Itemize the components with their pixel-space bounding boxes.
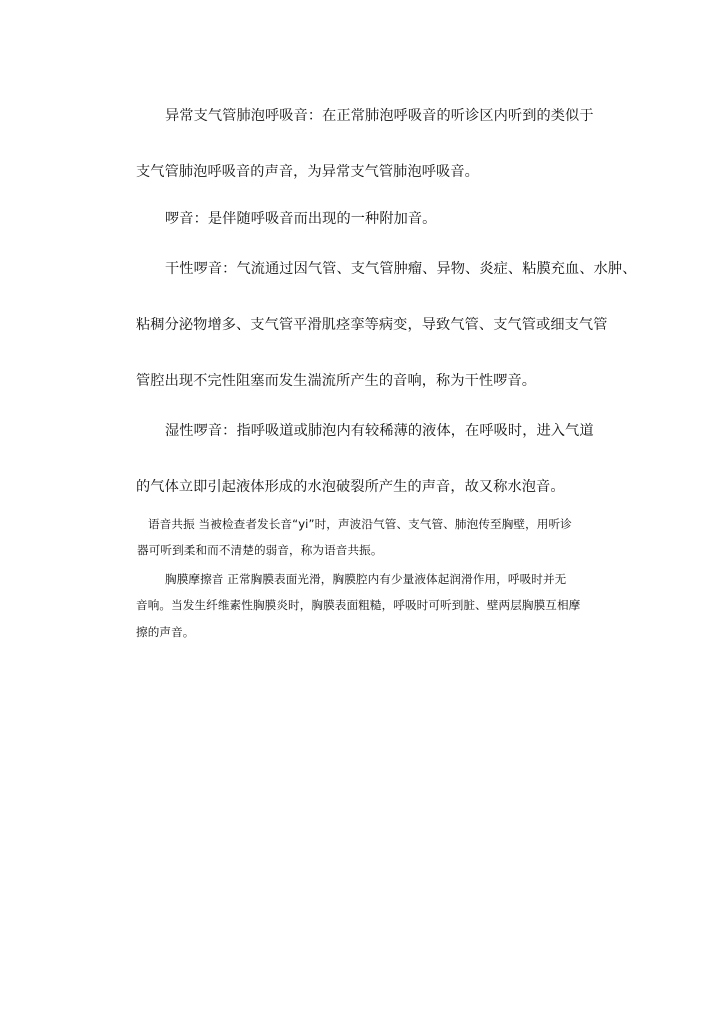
- dry-rales-line-2: 粘稠分泌物增多、支气管平滑肌痉挛等病变，导致气管、支气管或细支气管: [136, 317, 608, 333]
- vocal-resonance-line-2: 器可听到柔和而不清楚的弱音，称为语音共振。: [137, 543, 383, 557]
- pleural-friction-rub-line-1: 胸膜摩擦音 正常胸膜表面光滑，胸膜腔内有少量液体起润滑作用，呼吸时并无: [165, 572, 567, 586]
- vocal-resonance-line-1: 语音共振 当被检查者发长音“yi”时，声波沿气管、支气管、肺泡传至胸壁，用听诊: [148, 517, 572, 531]
- pleural-friction-rub-line-3: 擦的声音。: [136, 625, 195, 639]
- dry-rales-line-3: 管腔出现不完性阻塞而发生湍流所产生的音响，称为干性啰音。: [136, 373, 537, 389]
- rales-line-1: 啰音：是伴随呼吸音而出现的一种附加音。: [165, 211, 437, 227]
- moist-rales-line-2: 的气体立即引起液体形成的水泡破裂所产生的声音，故又称水泡音。: [136, 479, 565, 495]
- dry-rales-line-1: 干性啰音：气流通过因气管、支气管肿瘤、异物、炎症、粘膜充血、水肿、: [165, 261, 637, 277]
- moist-rales-line-1: 湿性啰音：指呼吸道或肺泡内有较稀薄的液体，在呼吸时，进入气道: [165, 423, 594, 439]
- abnormal-bronchovesicular-line-1: 异常支气管肺泡呼吸音：在正常肺泡呼吸音的听诊区内听到的类似于: [165, 108, 594, 124]
- abnormal-bronchovesicular-line-2: 支气管肺泡呼吸音的声音，为异常支气管肺泡呼吸音。: [136, 164, 479, 180]
- pleural-friction-rub-line-2: 音响。当发生纤维素性胸膜炎时，胸膜表面粗糙，呼吸时可听到脏、壁两层胸膜互相摩: [136, 598, 581, 612]
